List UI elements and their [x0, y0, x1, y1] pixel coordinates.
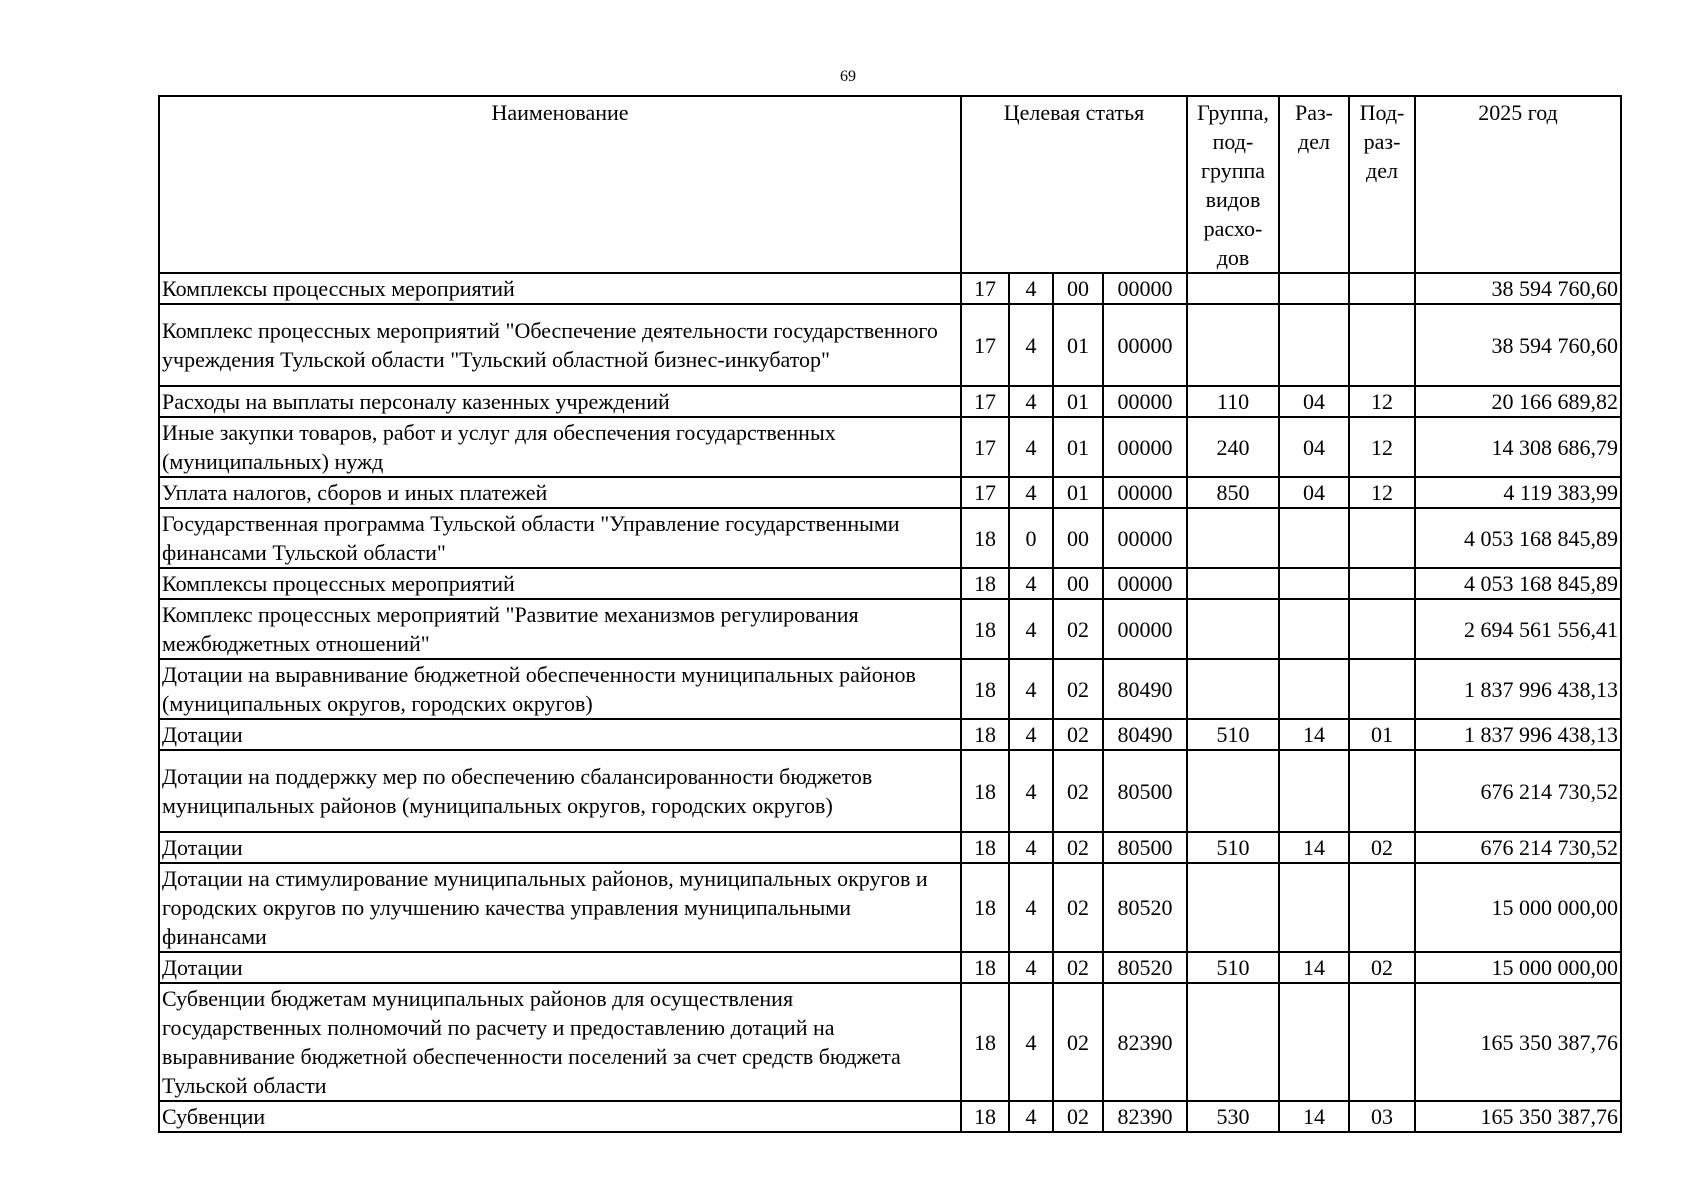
row-expense-group: 850: [1187, 477, 1279, 508]
row-subsection: [1349, 304, 1415, 386]
budget-table: [158, 95, 1622, 1133]
row-target-direction: 00000: [1103, 508, 1187, 568]
row-amount: 676 214 730,52: [1415, 832, 1621, 863]
row-amount: 1 837 996 438,13: [1415, 719, 1621, 750]
row-target-type: 4: [1009, 863, 1053, 952]
row-target-type: 0: [1009, 508, 1053, 568]
row-expense-group: [1187, 863, 1279, 952]
row-name: Субвенции бюджетам муниципальных районов для осуществления государственных полномочий по расчету и предоставлению дотаций на выравнивание бюджетной обеспеченности поселений за счет средств бюджета Тульской области: [159, 983, 961, 1101]
header-expense-group: Группа, под-группа видов расхо-дов: [1187, 96, 1279, 273]
row-target-type: 4: [1009, 568, 1053, 599]
row-name: Иные закупки товаров, работ и услуг для обеспечения государственных (муниципальных) нужд: [159, 417, 961, 477]
row-target-subprogram: 02: [1053, 983, 1103, 1101]
row-target-subprogram: 00: [1053, 508, 1103, 568]
row-section: 14: [1279, 832, 1349, 863]
table-row: [159, 983, 1621, 1101]
row-amount: 15 000 000,00: [1415, 863, 1621, 952]
row-target-program: 17: [961, 477, 1009, 508]
row-target-program: 17: [961, 386, 1009, 417]
row-expense-group: 530: [1187, 1101, 1279, 1132]
row-target-subprogram: 02: [1053, 719, 1103, 750]
row-amount: 1 837 996 438,13: [1415, 659, 1621, 719]
row-amount: 15 000 000,00: [1415, 952, 1621, 983]
row-section: [1279, 750, 1349, 832]
header-target-article: Целевая статья: [961, 96, 1187, 273]
row-target-program: 18: [961, 659, 1009, 719]
row-amount: 14 308 686,79: [1415, 417, 1621, 477]
row-expense-group: [1187, 273, 1279, 304]
row-section: [1279, 659, 1349, 719]
row-expense-group: [1187, 304, 1279, 386]
table-row: [159, 599, 1621, 659]
row-subsection: [1349, 599, 1415, 659]
row-target-program: 18: [961, 832, 1009, 863]
row-amount: 20 166 689,82: [1415, 386, 1621, 417]
row-target-subprogram: 01: [1053, 304, 1103, 386]
row-target-subprogram: 00: [1053, 568, 1103, 599]
row-section: [1279, 863, 1349, 952]
row-amount: 4 053 168 845,89: [1415, 508, 1621, 568]
row-target-program: 17: [961, 273, 1009, 304]
row-target-subprogram: 02: [1053, 599, 1103, 659]
row-target-direction: 80500: [1103, 832, 1187, 863]
row-section: 04: [1279, 417, 1349, 477]
header-subsection: Под-раз-дел: [1349, 96, 1415, 273]
row-section: 14: [1279, 1101, 1349, 1132]
row-target-subprogram: 02: [1053, 750, 1103, 832]
row-section: 14: [1279, 952, 1349, 983]
row-name: Дотации: [159, 719, 961, 750]
table-row: [159, 386, 1621, 417]
row-name: Дотации на стимулирование муниципальных районов, муниципальных округов и городских округов по улучшению качества управления муниципальными финансами: [159, 863, 961, 952]
table-row: [159, 659, 1621, 719]
row-expense-group: 510: [1187, 719, 1279, 750]
row-subsection: 01: [1349, 719, 1415, 750]
row-section: 14: [1279, 719, 1349, 750]
row-subsection: [1349, 659, 1415, 719]
row-target-type: 4: [1009, 952, 1053, 983]
table-row: [159, 750, 1621, 832]
page-number: 69: [840, 68, 856, 85]
header-name: Наименование: [159, 96, 961, 273]
row-name: Комплексы процессных мероприятий: [159, 568, 961, 599]
row-expense-group: 110: [1187, 386, 1279, 417]
row-target-program: 18: [961, 952, 1009, 983]
row-subsection: [1349, 750, 1415, 832]
row-target-direction: 80520: [1103, 863, 1187, 952]
row-section: [1279, 508, 1349, 568]
row-target-direction: 00000: [1103, 599, 1187, 659]
row-amount: 4 053 168 845,89: [1415, 568, 1621, 599]
row-target-type: 4: [1009, 417, 1053, 477]
table-row: [159, 417, 1621, 477]
row-target-program: 18: [961, 508, 1009, 568]
row-target-program: 18: [961, 983, 1009, 1101]
table-row: [159, 273, 1621, 304]
row-subsection: 02: [1349, 952, 1415, 983]
row-target-subprogram: 02: [1053, 1101, 1103, 1132]
table-body: [159, 273, 1621, 1132]
row-target-type: 4: [1009, 659, 1053, 719]
row-section: 04: [1279, 477, 1349, 508]
row-target-type: 4: [1009, 832, 1053, 863]
row-name: Уплата налогов, сборов и иных платежей: [159, 477, 961, 508]
table-row: [159, 863, 1621, 952]
row-target-type: 4: [1009, 273, 1053, 304]
row-target-direction: 00000: [1103, 568, 1187, 599]
row-target-direction: 00000: [1103, 477, 1187, 508]
row-target-program: 18: [961, 863, 1009, 952]
row-section: 04: [1279, 386, 1349, 417]
row-expense-group: [1187, 568, 1279, 599]
row-target-type: 4: [1009, 304, 1053, 386]
table-row: [159, 952, 1621, 983]
row-name: Дотации: [159, 832, 961, 863]
row-subsection: 12: [1349, 417, 1415, 477]
row-name: Государственная программа Тульской области "Управление государственными финансами Тульской области": [159, 508, 961, 568]
row-expense-group: [1187, 750, 1279, 832]
row-target-direction: 80500: [1103, 750, 1187, 832]
row-target-subprogram: 02: [1053, 863, 1103, 952]
row-subsection: 12: [1349, 477, 1415, 508]
row-section: [1279, 273, 1349, 304]
row-target-direction: 00000: [1103, 273, 1187, 304]
row-subsection: [1349, 508, 1415, 568]
row-amount: 38 594 760,60: [1415, 273, 1621, 304]
row-subsection: 02: [1349, 832, 1415, 863]
row-target-direction: 00000: [1103, 304, 1187, 386]
row-name: Расходы на выплаты персоналу казенных учреждений: [159, 386, 961, 417]
row-target-type: 4: [1009, 719, 1053, 750]
row-expense-group: [1187, 599, 1279, 659]
header-section: Раз-дел: [1279, 96, 1349, 273]
row-target-direction: 00000: [1103, 386, 1187, 417]
row-target-program: 17: [961, 417, 1009, 477]
table-row: [159, 477, 1621, 508]
row-target-type: 4: [1009, 386, 1053, 417]
row-subsection: 12: [1349, 386, 1415, 417]
row-target-type: 4: [1009, 599, 1053, 659]
row-target-program: 18: [961, 750, 1009, 832]
table-header-row: [159, 96, 1621, 273]
row-target-program: 18: [961, 568, 1009, 599]
row-name: Дотации: [159, 952, 961, 983]
row-amount: 4 119 383,99: [1415, 477, 1621, 508]
row-subsection: [1349, 568, 1415, 599]
row-target-direction: 82390: [1103, 983, 1187, 1101]
row-name: Дотации на выравнивание бюджетной обеспеченности муниципальных районов (муниципальных округов, городских округов): [159, 659, 961, 719]
table-row: [159, 719, 1621, 750]
row-name: Дотации на поддержку мер по обеспечению сбалансированности бюджетов муниципальных районов (муниципальных округов, городских округов): [159, 750, 961, 832]
row-target-type: 4: [1009, 477, 1053, 508]
row-amount: 676 214 730,52: [1415, 750, 1621, 832]
row-target-program: 17: [961, 304, 1009, 386]
row-expense-group: 510: [1187, 952, 1279, 983]
row-expense-group: 510: [1187, 832, 1279, 863]
row-target-type: 4: [1009, 983, 1053, 1101]
row-target-direction: 82390: [1103, 1101, 1187, 1132]
row-target-direction: 80490: [1103, 719, 1187, 750]
row-target-subprogram: 01: [1053, 477, 1103, 508]
row-target-direction: 80520: [1103, 952, 1187, 983]
row-amount: 38 594 760,60: [1415, 304, 1621, 386]
row-expense-group: 240: [1187, 417, 1279, 477]
row-name: Комплексы процессных мероприятий: [159, 273, 961, 304]
row-target-subprogram: 02: [1053, 659, 1103, 719]
row-target-direction: 80490: [1103, 659, 1187, 719]
row-amount: 165 350 387,76: [1415, 983, 1621, 1101]
header-year: 2025 год: [1415, 96, 1621, 273]
row-subsection: [1349, 273, 1415, 304]
table-row: [159, 832, 1621, 863]
table-row: [159, 568, 1621, 599]
row-amount: 165 350 387,76: [1415, 1101, 1621, 1132]
row-section: [1279, 304, 1349, 386]
row-name: Субвенции: [159, 1101, 961, 1132]
row-target-subprogram: 02: [1053, 832, 1103, 863]
table-row: [159, 304, 1621, 386]
table-row: [159, 508, 1621, 568]
row-target-program: 18: [961, 599, 1009, 659]
row-amount: 2 694 561 556,41: [1415, 599, 1621, 659]
table-row: [159, 1101, 1621, 1132]
row-section: [1279, 599, 1349, 659]
row-target-subprogram: 01: [1053, 386, 1103, 417]
row-target-subprogram: 00: [1053, 273, 1103, 304]
row-expense-group: [1187, 508, 1279, 568]
row-target-program: 18: [961, 1101, 1009, 1132]
row-subsection: [1349, 983, 1415, 1101]
row-target-subprogram: 02: [1053, 952, 1103, 983]
row-name: Комплекс процессных мероприятий "Обеспечение деятельности государственного учреждения Тульской области "Тульский областной бизнес-инкубатор": [159, 304, 961, 386]
row-subsection: [1349, 863, 1415, 952]
row-section: [1279, 568, 1349, 599]
row-expense-group: [1187, 983, 1279, 1101]
row-target-subprogram: 01: [1053, 417, 1103, 477]
row-subsection: 03: [1349, 1101, 1415, 1132]
row-target-type: 4: [1009, 750, 1053, 832]
row-target-direction: 00000: [1103, 417, 1187, 477]
row-name: Комплекс процессных мероприятий "Развитие механизмов регулирования межбюджетных отношений": [159, 599, 961, 659]
row-target-program: 18: [961, 719, 1009, 750]
row-section: [1279, 983, 1349, 1101]
row-target-type: 4: [1009, 1101, 1053, 1132]
row-expense-group: [1187, 659, 1279, 719]
